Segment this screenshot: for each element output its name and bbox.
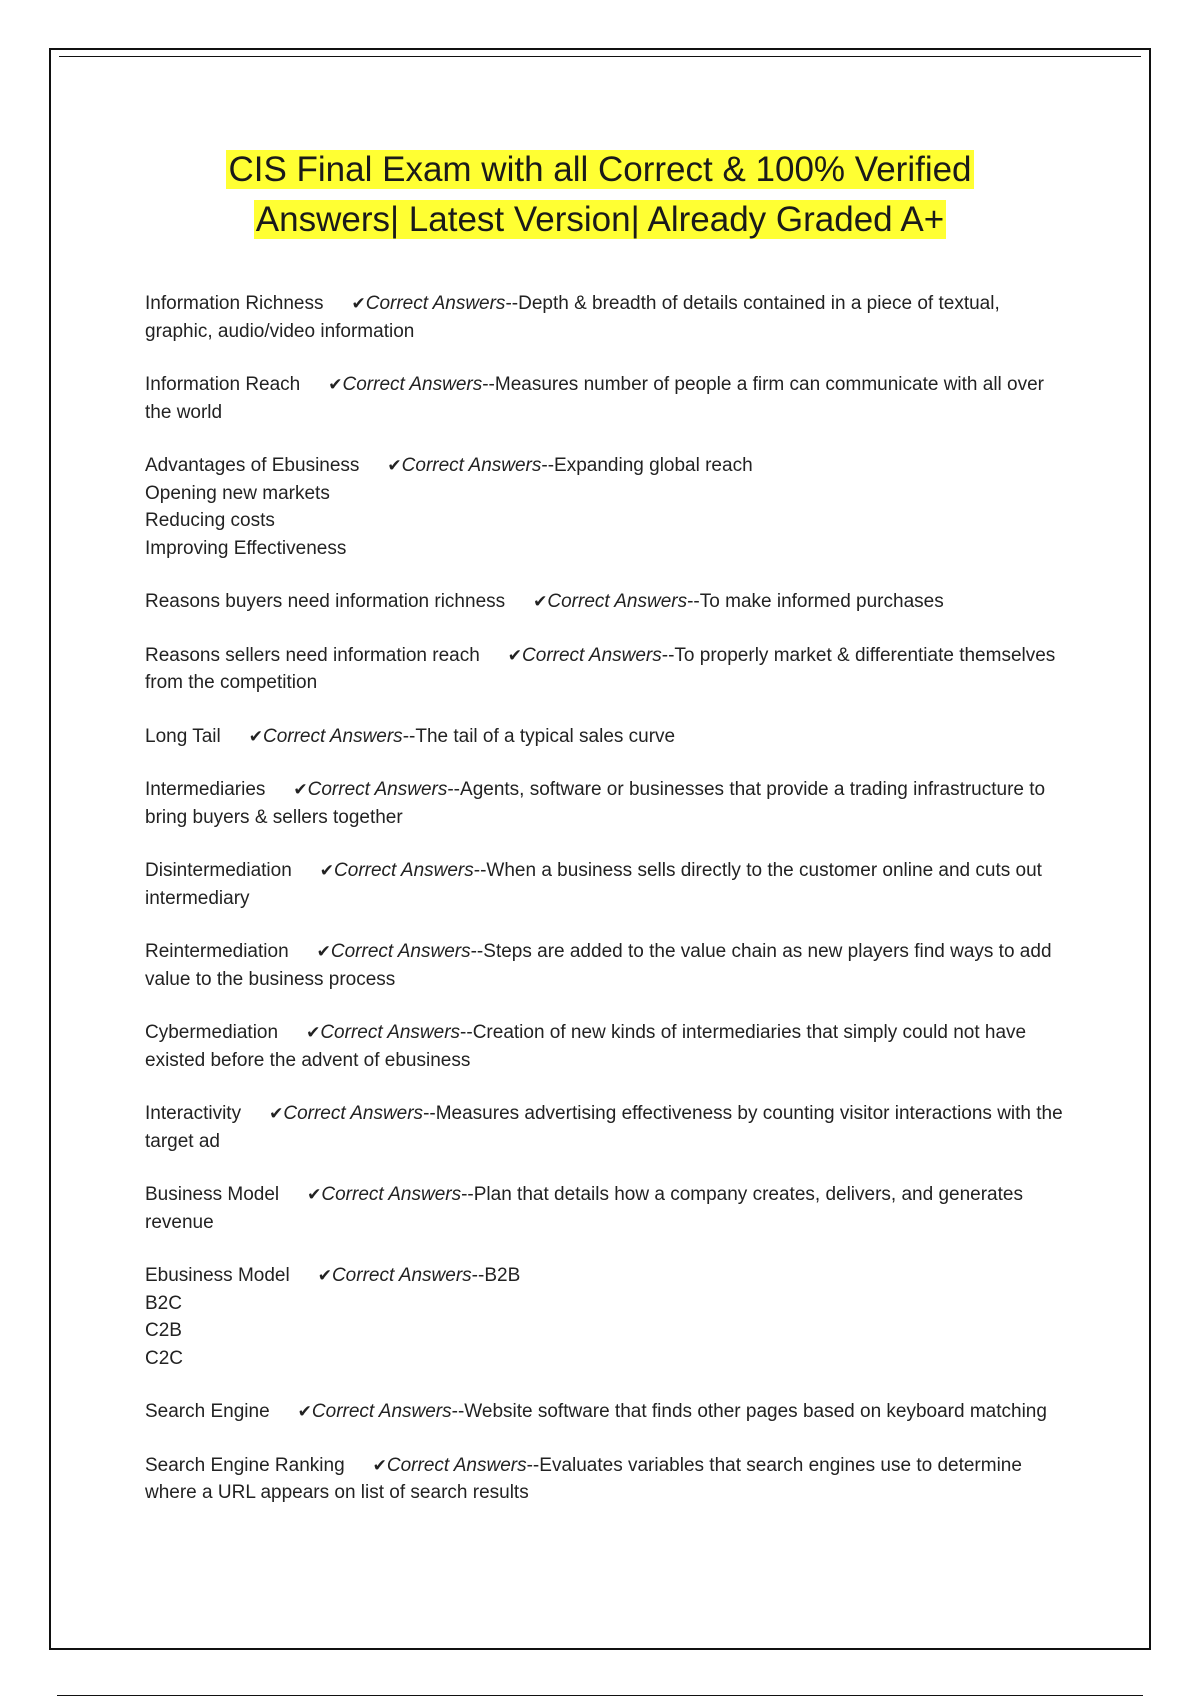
qa-item: [145, 290, 1065, 345]
qa-item: [145, 1100, 1065, 1155]
qa-item: [145, 776, 1065, 831]
qa-term: Intermediaries: [145, 779, 266, 800]
qa-term: Search Engine: [145, 1401, 270, 1422]
title-line-1: CIS Final Exam with all Correct & 100% Verified: [228, 150, 972, 189]
answer-separator: --: [687, 591, 700, 612]
qa-answer-extra-line: Opening new markets: [145, 482, 330, 504]
correct-answers-label: Correct Answers: [320, 1022, 461, 1043]
checkmark-icon: ✔: [316, 942, 331, 961]
qa-item: [145, 588, 1065, 616]
qa-term: Interactivity: [145, 1103, 242, 1124]
correct-answers-label: Correct Answers: [307, 779, 448, 800]
qa-answer: When a business sells directly to the customer online and cuts out intermediary: [145, 860, 1042, 909]
qa-answer: Measures advertising effectiveness by counting visitor interactions with the target ad: [145, 1103, 1063, 1152]
qa-item: [145, 1262, 1065, 1372]
qa-first-line: [145, 938, 1065, 993]
answer-separator: --: [473, 860, 487, 881]
qa-first-line: [145, 1100, 1065, 1155]
title-line-2: Answers| Latest Version| Already Graded A+: [255, 200, 945, 239]
qa-term: Reasons sellers need information reach: [145, 644, 480, 666]
qa-answer: Agents, software or businesses that provide a trading infrastructure to bring buyers & sellers together: [145, 779, 1046, 828]
checkmark-icon: ✔: [507, 645, 523, 665]
correct-answers-label: Correct Answers: [262, 725, 403, 747]
answer-separator: --: [423, 1103, 436, 1124]
qa-term: Information Reach: [145, 374, 301, 395]
checkmark-icon: ✔: [351, 294, 366, 313]
qa-term: Disintermediation: [145, 860, 292, 881]
qa-answer-extra-line: B2C: [145, 1292, 182, 1314]
qa-first-line: [145, 452, 1065, 480]
qa-answer: To make informed purchases: [699, 591, 944, 612]
correct-answers-label: Correct Answers: [311, 1401, 452, 1422]
qa-first-line: [145, 1181, 1065, 1236]
bottom-rule: [57, 1695, 1143, 1696]
answer-separator: --: [461, 1184, 474, 1205]
answer-separator: --: [460, 1022, 473, 1043]
checkmark-icon: ✔: [372, 1455, 387, 1475]
qa-first-line: [145, 588, 1065, 616]
qa-first-line: [145, 371, 1065, 426]
qa-item: [145, 723, 1065, 751]
qa-answer: B2B: [484, 1265, 521, 1286]
correct-answers-label: Correct Answers: [547, 591, 688, 612]
qa-first-line: [145, 1452, 1065, 1507]
checkmark-icon: ✔: [319, 861, 335, 880]
checkmark-icon: ✔: [297, 1402, 312, 1421]
checkmark-icon: ✔: [387, 456, 402, 475]
qa-answer-extra-line: Reducing costs: [145, 510, 275, 531]
qa-answer: Evaluates variables that search engines use to determine where a URL appears on list of search results: [145, 1454, 1022, 1503]
answer-separator: --: [526, 1454, 540, 1476]
qa-term: Business Model: [145, 1184, 280, 1205]
correct-answers-label: Correct Answers: [331, 1265, 472, 1286]
qa-answer-extra-line: Improving Effectiveness: [145, 537, 347, 559]
qa-answer: Expanding global reach: [554, 455, 753, 476]
qa-item: [145, 371, 1065, 426]
checkmark-icon: ✔: [248, 726, 263, 746]
answer-separator: --: [471, 1265, 485, 1286]
correct-answers-label: Correct Answers: [334, 860, 474, 881]
document-title: [120, 145, 1080, 245]
checkmark-icon: ✔: [317, 1266, 332, 1285]
qa-answer: Plan that details how a company creates, delivers, and generates revenue: [145, 1184, 1023, 1233]
qa-term: Reintermediation: [145, 941, 289, 962]
correct-answers-label: Correct Answers: [401, 455, 542, 476]
checkmark-icon: ✔: [293, 780, 308, 799]
qa-first-line: [145, 723, 1065, 751]
qa-list: [145, 290, 1065, 1533]
correct-answers-label: Correct Answers: [321, 1184, 462, 1205]
correct-answers-label: Correct Answers: [365, 293, 506, 314]
qa-answer: To properly market & differentiate themselves from the competition: [145, 644, 1056, 693]
answer-separator: --: [470, 941, 484, 962]
qa-item: [145, 452, 1065, 562]
qa-answer: Measures number of people a firm can communicate with all over the world: [145, 374, 1045, 423]
qa-term: Advantages of Ebusiness: [145, 455, 360, 476]
correct-answers-label: Correct Answers: [283, 1103, 424, 1124]
answer-separator: --: [482, 374, 495, 395]
checkmark-icon: ✔: [533, 592, 548, 611]
correct-answers-label: Correct Answers: [386, 1454, 527, 1476]
qa-answer-extra-line: C2C: [145, 1347, 184, 1369]
checkmark-icon: ✔: [328, 375, 343, 394]
checkmark-icon: ✔: [269, 1104, 284, 1123]
qa-first-line: [145, 1262, 1065, 1290]
qa-term: Reasons buyers need information richness: [145, 591, 506, 612]
qa-answer: Creation of new kinds of intermediaries that simply could not have existed before the advent of ebusiness: [145, 1022, 1027, 1071]
qa-item: [145, 1181, 1065, 1236]
qa-first-line: [145, 1398, 1065, 1426]
qa-item: [145, 1452, 1065, 1507]
qa-answer-extra-line: C2B: [145, 1320, 182, 1341]
answer-separator: --: [505, 293, 519, 314]
qa-first-line: [145, 642, 1065, 697]
qa-first-line: [145, 857, 1065, 912]
qa-item: [145, 857, 1065, 912]
answer-separator: --: [661, 644, 675, 666]
checkmark-icon: ✔: [307, 1185, 322, 1204]
correct-answers-label: Correct Answers: [330, 941, 471, 962]
qa-answer: The tail of a typical sales curve: [415, 725, 676, 747]
qa-answer: Steps are added to the value chain as new players find ways to add value to the business process: [145, 941, 1052, 990]
correct-answers-label: Correct Answers: [342, 374, 483, 395]
top-double-rule: [59, 56, 1141, 57]
qa-first-line: [145, 1019, 1065, 1074]
answer-separator: --: [402, 725, 416, 747]
correct-answers-label: Correct Answers: [522, 644, 662, 666]
answer-separator: --: [447, 779, 461, 800]
qa-term: Search Engine Ranking: [145, 1454, 345, 1476]
qa-item: [145, 1398, 1065, 1426]
qa-term: Ebusiness Model: [145, 1265, 290, 1286]
qa-first-line: [145, 776, 1065, 831]
qa-term: Information Richness: [145, 293, 324, 314]
qa-item: [145, 938, 1065, 993]
answer-separator: --: [451, 1401, 465, 1422]
qa-term: Cybermediation: [145, 1022, 279, 1043]
qa-term: Long Tail: [145, 725, 221, 747]
qa-answer: Depth & breadth of details contained in a piece of textual, graphic, audio/video information: [145, 293, 1000, 342]
qa-first-line: [145, 290, 1065, 345]
answer-separator: --: [541, 455, 555, 476]
qa-answer: Website software that finds other pages based on keyboard matching: [464, 1401, 1047, 1422]
checkmark-icon: ✔: [306, 1023, 321, 1042]
qa-item: [145, 642, 1065, 697]
qa-item: [145, 1019, 1065, 1074]
